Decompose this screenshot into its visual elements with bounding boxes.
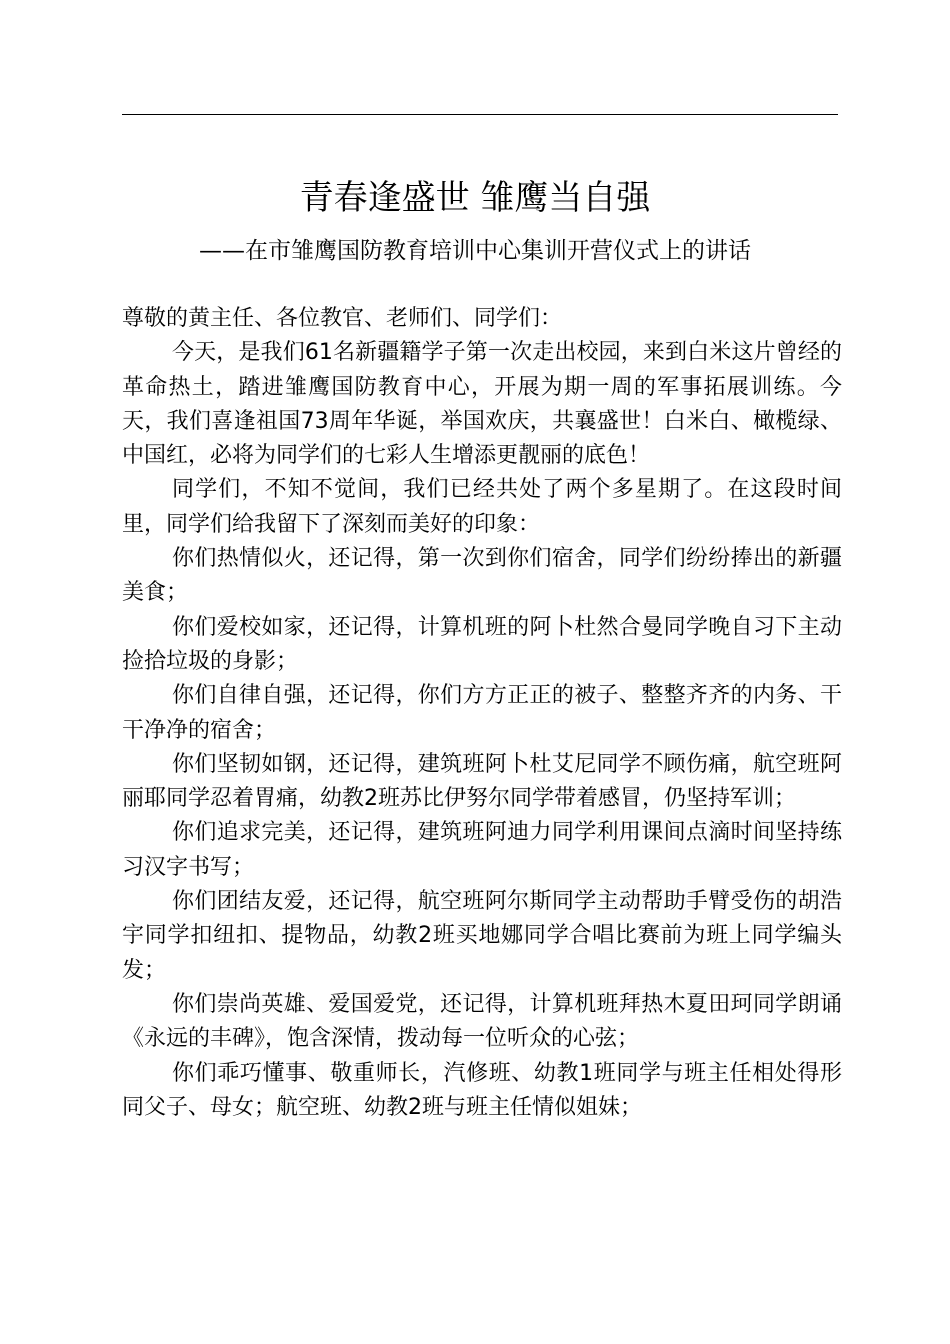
salutation: 尊敬的黄主任、各位教官、老师们、同学们： — [122, 306, 563, 331]
paragraph: 你们坚韧如钢，还记得，建筑班阿卜杜艾尼同学不顾伤痛，航空班阿丽耶同学忍着胃痛，幼教2班苏比伊努尔同学带着感冒，仍坚持军训； — [122, 751, 842, 812]
paragraph: 你们爱校如家，还记得，计算机班的阿卜杜然合曼同学晚自习下主动捡拾垃圾的身影； — [122, 614, 842, 674]
header-rule — [122, 114, 838, 115]
document-title: 青春逢盛世 雏鹰当自强 — [299, 178, 651, 218]
paragraph: 你们崇尚英雄、爱国爱党，还记得，计算机班拜热木夏田珂同学朗诵《永远的丰碑》，饱含深情，拨动每一位听众的心弦； — [122, 991, 842, 1052]
paragraph: 同学们，不知不觉间，我们已经共处了两个多星期了。在这段时间里，同学们给我留下了深刻而美好的印象： — [122, 477, 842, 537]
paragraph: 你们乖巧懂事、敬重师长，汽修班、幼教1班同学与班主任相处得形同父子、母女；航空班、幼教2班与班主任情似姐妹； — [122, 1060, 842, 1120]
paragraph: 你们热情似火，还记得，第一次到你们宿舍，同学们纷纷捧出的新疆美食； — [122, 546, 842, 606]
paragraph: 你们自律自强，还记得，你们方方正正的被子、整整齐齐的内务、干干净净的宿舍； — [122, 683, 842, 743]
paragraph: 今天，是我们61名新疆籍学子第一次走出校园，来到白米这片曾经的革命热土，踏进雏鹰国防教育中心，开展为期一周的军事拓展训练。今天，我们喜逢祖国73周年华诞，举国欢庆，共襄盛世！白米白、橄榄绿、中国红，必将为同学们的七彩人生增添更靓丽的底色！ — [122, 340, 842, 469]
paragraph: 你们追求完美，还记得，建筑班阿迪力同学利用课间点滴时间坚持练习汉字书写； — [122, 820, 842, 880]
paragraph: 你们团结友爱，还记得，航空班阿尔斯同学主动帮助手臂受伤的胡浩宇同学扣纽扣、提物品，幼教2班买地娜同学合唱比赛前为班上同学编头发； — [122, 889, 842, 983]
document-subtitle: ——在市雏鹰国防教育培训中心集训开营仪式上的讲话 — [199, 238, 751, 264]
document-body — [122, 302, 842, 1125]
